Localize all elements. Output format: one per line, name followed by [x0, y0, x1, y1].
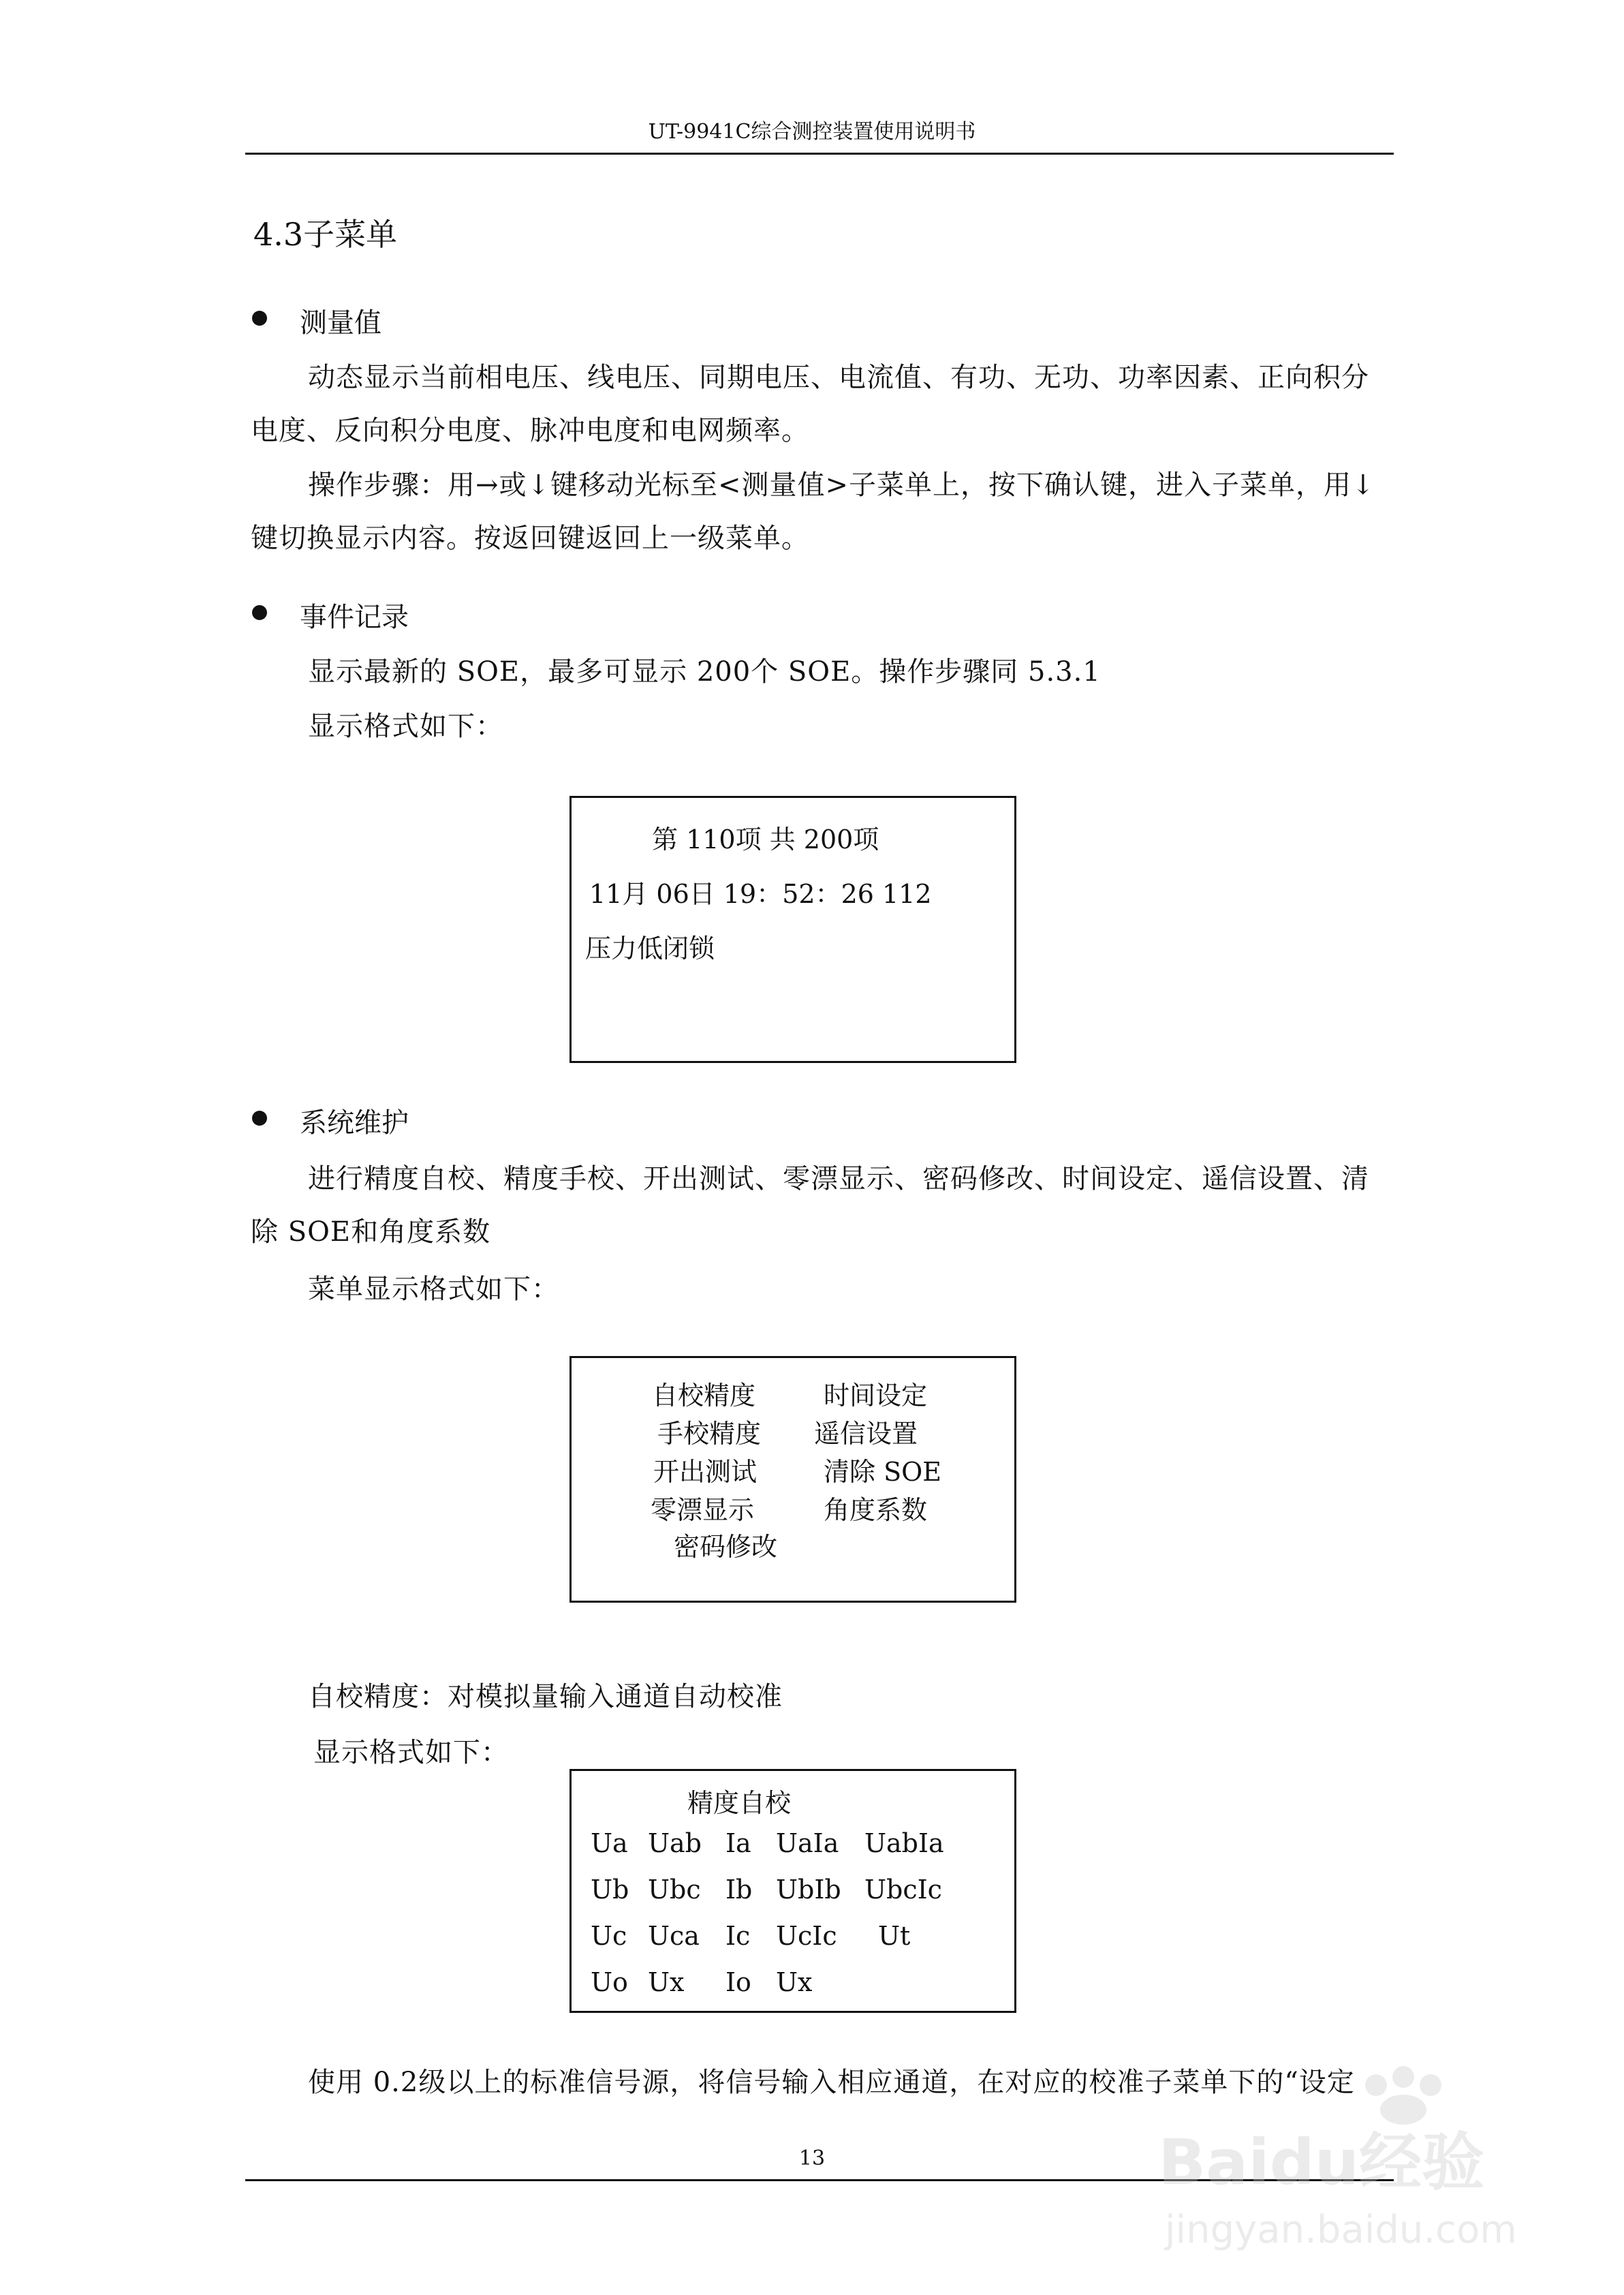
channel-label: Ic	[725, 1921, 751, 1951]
events-heading: 事件记录	[300, 602, 409, 633]
page-number: 13	[798, 2146, 826, 2170]
self-calibration-description: 自校精度：对模拟量输入通道自动校准	[308, 1681, 783, 1712]
channel-label: Ub	[591, 1875, 629, 1905]
channel-label: Ubc	[648, 1875, 701, 1905]
channel-label: UabIa	[864, 1828, 944, 1858]
watermark-url-text: jingyan.baidu.com	[1165, 2208, 1517, 2252]
maintenance-menu-box	[569, 1356, 1016, 1603]
events-format-caption: 显示格式如下：	[308, 711, 503, 742]
watermark-logo-text: Baidu经验	[1158, 2126, 1485, 2199]
closing-paragraph-line: 使用 0.2级以上的标准信号源，将信号输入相应通道，在对应的校准子菜单下的“设定	[308, 2067, 1355, 2098]
menu-item-manual-calibration: 手校精度	[657, 1419, 762, 1449]
channel-label: UcIc	[776, 1921, 837, 1951]
menu-item-self-calibration: 自校精度	[652, 1381, 756, 1411]
channel-label: Ux	[648, 1967, 685, 1997]
document-header-title: UT-9941C综合测控装置使用说明书	[648, 120, 976, 144]
menu-item-output-test: 开出测试	[653, 1457, 758, 1487]
menu-item-zero-drift-display: 零漂显示	[651, 1495, 755, 1525]
measurement-paragraph-line: 动态显示当前相电压、线电压、同期电压、电流值、有功、无功、功率因素、正向积分	[308, 362, 1369, 393]
maintenance-paragraph-line: 进行精度自校、精度手校、开出测试、零漂显示、密码修改、时间设定、遥信设置、清	[308, 1163, 1369, 1195]
menu-item-clear-soe: 清除 SOE	[824, 1457, 942, 1487]
channel-label: UaIa	[776, 1828, 839, 1858]
channel-label: Uab	[648, 1828, 702, 1858]
channel-label: UbcIc	[864, 1875, 942, 1905]
section-title: 4.3子菜单	[253, 216, 398, 253]
channel-label: Uo	[591, 1967, 628, 1997]
event-index-text: 第 110项 共 200项	[652, 825, 879, 854]
bullet-icon	[252, 605, 267, 620]
events-paragraph-line: 显示最新的 SOE，最多可显示 200个 SOE。操作步骤同 5.3.1	[308, 656, 1101, 688]
channel-label: Ut	[878, 1921, 911, 1951]
bullet-icon	[252, 1111, 267, 1126]
maintenance-paragraph-line: 除 SOE和角度系数	[251, 1216, 491, 1248]
menu-item-password-change: 密码修改	[674, 1532, 778, 1562]
maintenance-heading: 系统维护	[300, 1107, 409, 1139]
measurement-steps-line: 键切换显示内容。按返回键返回上一级菜单。	[251, 523, 809, 554]
menu-item-remote-signal-setting: 遥信设置	[814, 1419, 918, 1449]
channel-label: UbIb	[776, 1875, 841, 1905]
event-record-display-box	[569, 796, 1016, 1063]
menu-item-angle-coefficient: 角度系数	[824, 1495, 928, 1525]
measurement-paragraph-line: 电度、反向积分电度、脉冲电度和电网频率。	[251, 415, 809, 446]
measurement-steps-line: 操作步骤：用→或↓键移动光标至<测量值>子菜单上，按下确认键，进入子菜单，用↓	[308, 469, 1375, 501]
channel-label: Ib	[725, 1875, 753, 1905]
channel-label: Uca	[648, 1921, 700, 1951]
channel-label: Io	[725, 1967, 751, 1997]
self-calibration-display-box	[569, 1769, 1016, 2013]
baidu-watermark	[1158, 2065, 1540, 2269]
self-calibration-box-title: 精度自校	[687, 1788, 792, 1818]
bullet-icon	[252, 311, 267, 326]
event-timestamp-text: 11月 06日 19：52：26 112	[589, 879, 932, 909]
channel-label: Uc	[591, 1921, 627, 1951]
channel-label: Ia	[725, 1828, 751, 1858]
event-description-text: 压力低闭锁	[585, 934, 715, 964]
header-rule	[245, 153, 1394, 155]
menu-item-time-setting: 时间设定	[824, 1381, 928, 1411]
measurement-heading: 测量值	[300, 307, 381, 339]
maintenance-format-caption: 菜单显示格式如下：	[308, 1274, 559, 1305]
channel-label: Ux	[776, 1967, 813, 1997]
self-calibration-format-caption: 显示格式如下：	[313, 1737, 509, 1768]
channel-label: Ua	[591, 1828, 628, 1858]
